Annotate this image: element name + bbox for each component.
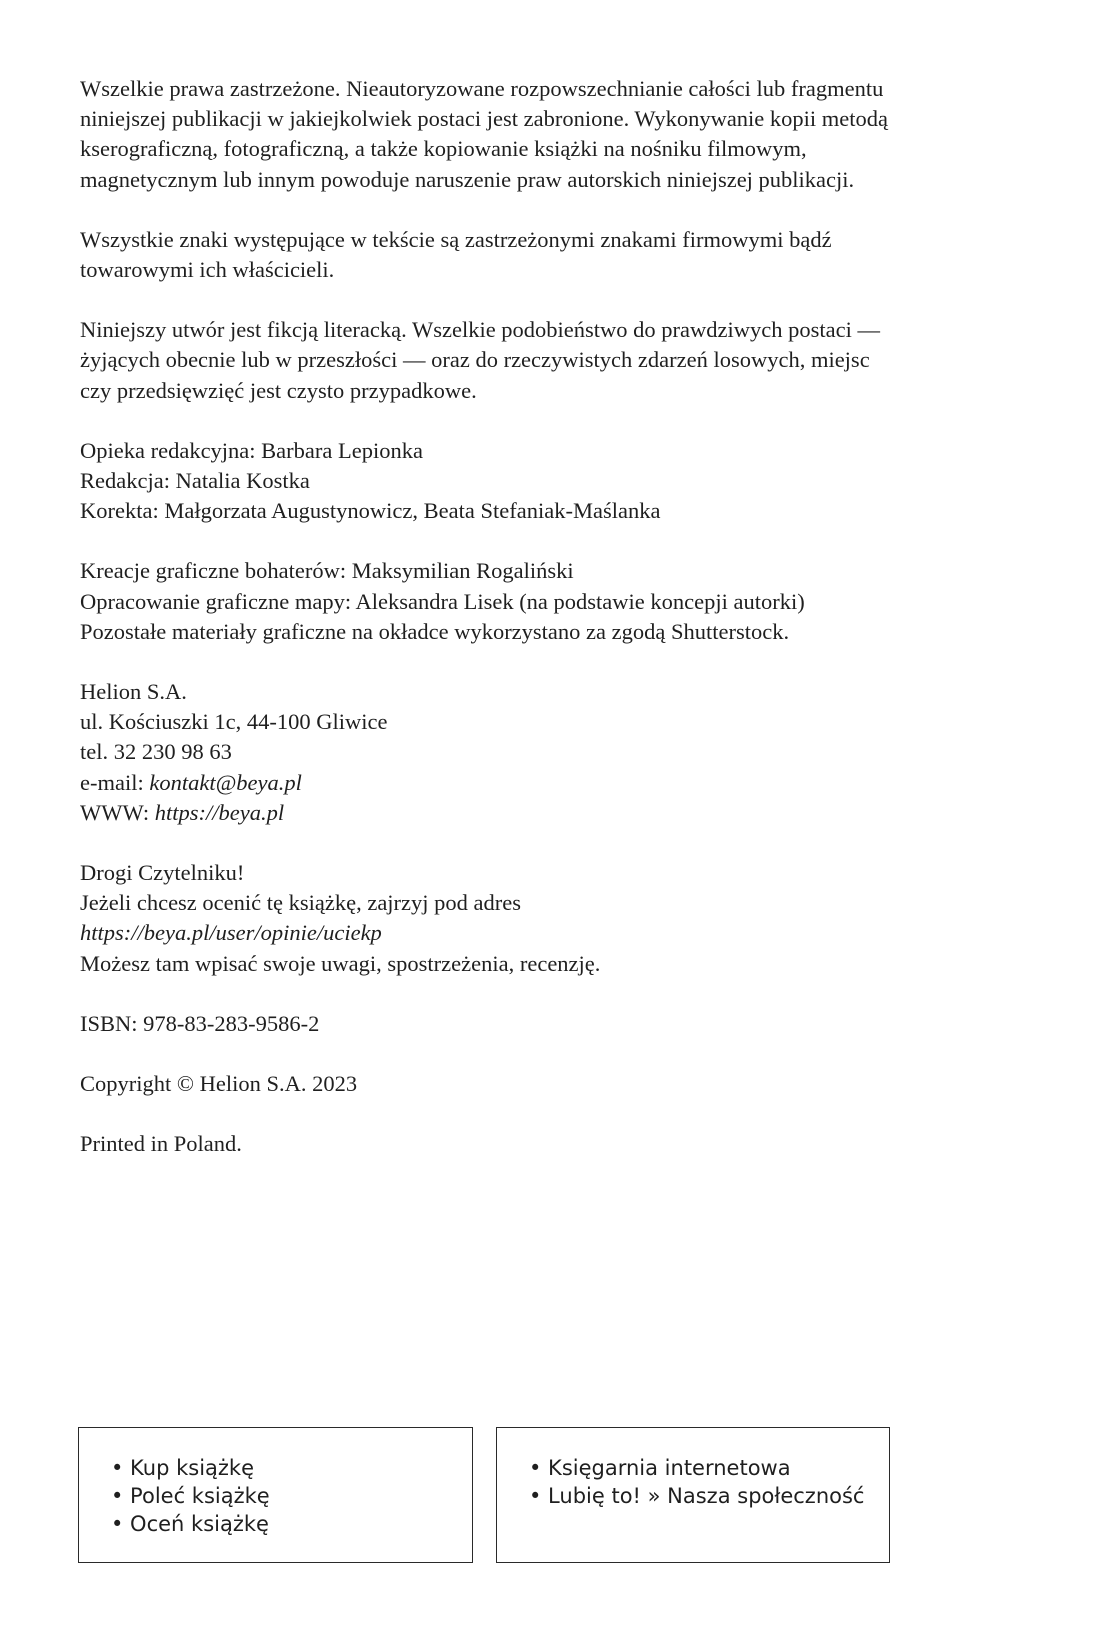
trademark-paragraph <box>80 225 1020 285</box>
email-label: e-mail: <box>80 769 150 795</box>
fiction-line: żyjących obecnie lub w przeszłości — oraz do rzeczywistych zdarzeń losowych, miejsc <box>80 347 870 373</box>
book-actions-box <box>78 1427 473 1563</box>
review-url-link[interactable]: https://beya.pl/user/opinie/uciekp <box>80 920 382 946</box>
trademark-line: Wszystkie znaki występujące w tekście są zastrzeżonymi znakami firmowymi bądź <box>80 226 832 252</box>
publisher-phone: tel. 32 230 98 63 <box>80 739 232 765</box>
reader-prompt: Jeżeli chcesz ocenić tę książkę, zajrzyj pod adres <box>80 890 522 916</box>
reader-note <box>80 858 1020 979</box>
publisher-www-row <box>80 798 1020 828</box>
reader-note-text: Możesz tam wpisać swoje uwagi, spostrzeżenia, recenzję. <box>80 950 601 976</box>
reader-greeting: Drogi Czytelniku! <box>80 860 245 886</box>
online-bookstore-link[interactable]: • Księgarnia internetowa <box>529 1456 791 1480</box>
community-link[interactable]: • Lubię to! » Nasza społeczność <box>529 1484 865 1508</box>
printed-in <box>80 1129 1020 1159</box>
credit-line: Pozostałe materiały graficzne na okładce wykorzystano za zgodą Shutterstock. <box>80 618 790 644</box>
email-link[interactable]: kontakt@beya.pl <box>149 769 302 795</box>
rate-book-link[interactable]: • Oceń książkę <box>111 1512 269 1536</box>
rights-line: kserograficzną, fotograficzną, a także kopiowanie książki na nośniku filmowym, <box>80 136 807 162</box>
publisher-email-row <box>80 768 1020 798</box>
www-link[interactable]: https://beya.pl <box>154 799 285 825</box>
isbn <box>80 1009 1020 1039</box>
credit-line: Opracowanie graficzne mapy: Aleksandra Lisek (na podstawie koncepji autorki) <box>80 588 805 614</box>
isbn-text: ISBN: 978-83-283-9586-2 <box>80 1010 320 1036</box>
copyright-text: Copyright © Helion S.A. 2023 <box>80 1071 358 1097</box>
fiction-line: Niniejszy utwór jest fikcją literacką. Wszelkie podobieństwo do prawdziwych postaci — <box>80 317 880 343</box>
fiction-line: czy przedsięwzięć jest czysto przypadkowe. <box>80 377 477 403</box>
publisher-info <box>80 677 1020 828</box>
fiction-paragraph <box>80 315 1020 406</box>
www-label: WWW: <box>80 799 155 825</box>
credit-line: Opieka redakcyjna: Barbara Lepionka <box>80 437 423 463</box>
link-boxes <box>78 1427 890 1567</box>
graphics-credits <box>80 556 1020 647</box>
recommend-book-link[interactable]: • Poleć książkę <box>111 1484 270 1508</box>
editorial-credits <box>80 436 1020 527</box>
credit-line: Redakcja: Natalia Kostka <box>80 468 310 494</box>
rights-line: magnetycznym lub innym powoduje naruszenie praw autorskich niniejszej publikacji. <box>80 166 855 192</box>
buy-book-link[interactable]: • Kup książkę <box>111 1456 255 1480</box>
imprint-page <box>80 74 1020 1189</box>
trademark-line: towarowymi ich właścicieli. <box>80 257 335 283</box>
copyright <box>80 1069 1020 1099</box>
credit-line: Korekta: Małgorzata Augustynowicz, Beata Stefaniak-Maślanka <box>80 498 661 524</box>
rights-paragraph <box>80 74 1020 195</box>
printed-text: Printed in Poland. <box>80 1131 242 1157</box>
publisher-address: ul. Kościuszki 1c, 44-100 Gliwice <box>80 709 388 735</box>
rights-line: Wszelkie prawa zastrzeżone. Nieautoryzowane rozpowszechnianie całości lub fragmentu <box>80 76 884 101</box>
rights-line: niniejszej publikacji w jakiejkolwiek postaci jest zabronione. Wykonywanie kopii metodą <box>80 106 889 132</box>
community-box <box>496 1427 890 1563</box>
publisher-name: Helion S.A. <box>80 679 187 705</box>
credit-line: Kreacje graficzne bohaterów: Maksymilian Rogaliński <box>80 558 574 584</box>
